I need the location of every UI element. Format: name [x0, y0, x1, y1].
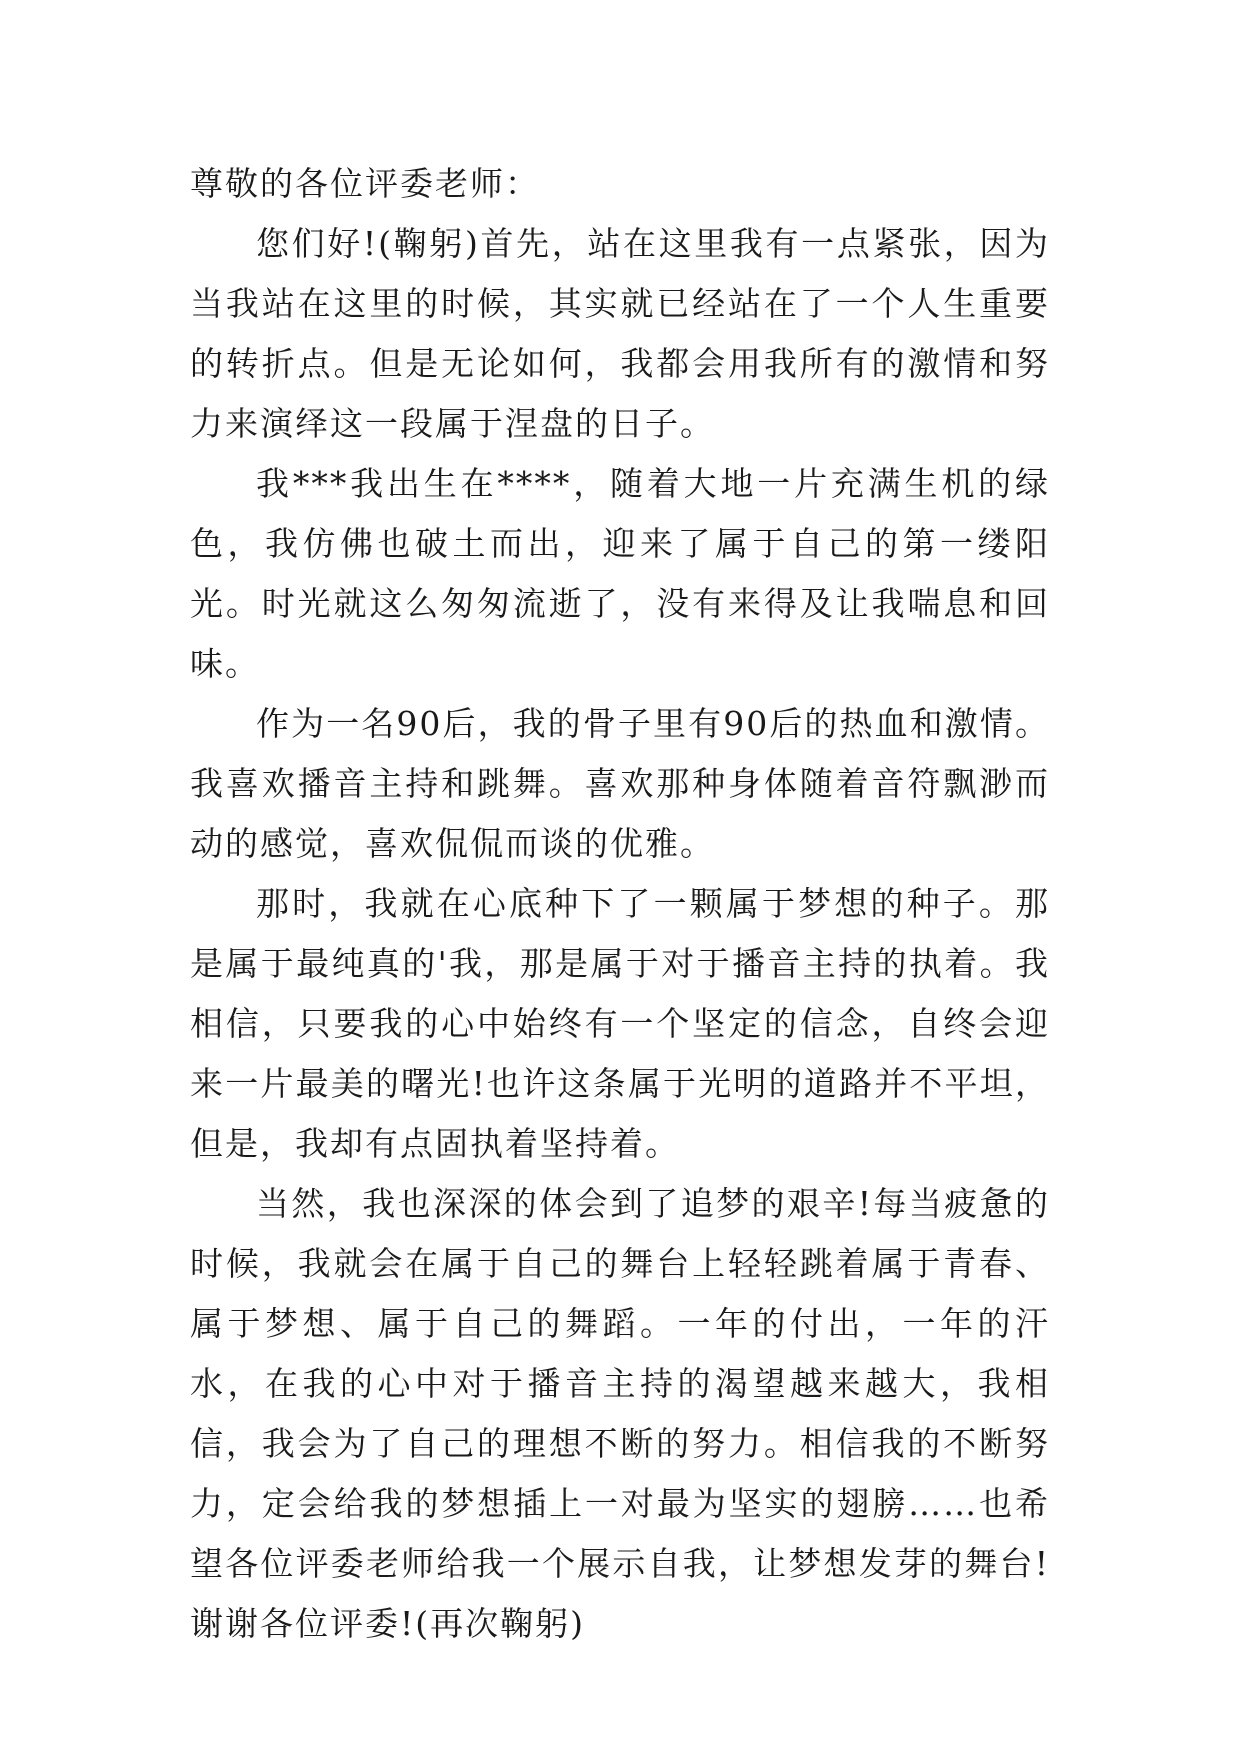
paragraph-closing: 当然，我也深深的体会到了追梦的艰辛!每当疲惫的时候，我就会在属于自己的舞台上轻轻跳着属于青春、属于梦想、属于自己的舞蹈。一年的付出，一年的汗水，在我的心中对于播音主持的渴望越来越大，我相信，我会为了自己的理想不断的努力。相信我的不断努力，定会给我的梦想插上一对最为坚实的翅膀……也希望各位评委老师给我一个展示自我，让梦想发芽的舞台!谢谢各位评委!(再次鞠躬): [190, 1184, 1050, 1643]
document-body: [190, 154, 1050, 1654]
paragraph-greeting: 您们好!(鞠躬)首先，站在这里我有一点紧张，因为当我站在这里的时候，其实就已经站在了一个人生重要的转折点。但是无论如何，我都会用我所有的激情和努力来演绎这一段属于涅盘的日子。: [190, 224, 1050, 443]
paragraph-hobbies: 作为一名90后，我的骨子里有90后的热血和激情。我喜欢播音主持和跳舞。喜欢那种身体随着音符飘渺而动的感觉，喜欢侃侃而谈的优雅。: [190, 704, 1050, 863]
paragraph-birth: 我***我出生在****，随着大地一片充满生机的绿色，我仿佛也破土而出，迎来了属于自己的第一缕阳光。时光就这么匆匆流逝了，没有来得及让我喘息和回味。: [190, 464, 1050, 683]
paragraph-dream: 那时，我就在心底种下了一颗属于梦想的种子。那是属于最纯真的'我，那是属于对于播音主持的执着。我相信，只要我的心中始终有一个坚定的信念，自终会迎来一片最美的曙光!也许这条属于光明的道路并不平坦，但是，我却有点固执着坚持着。: [190, 884, 1050, 1163]
salutation: 尊敬的各位评委老师：: [190, 164, 540, 203]
